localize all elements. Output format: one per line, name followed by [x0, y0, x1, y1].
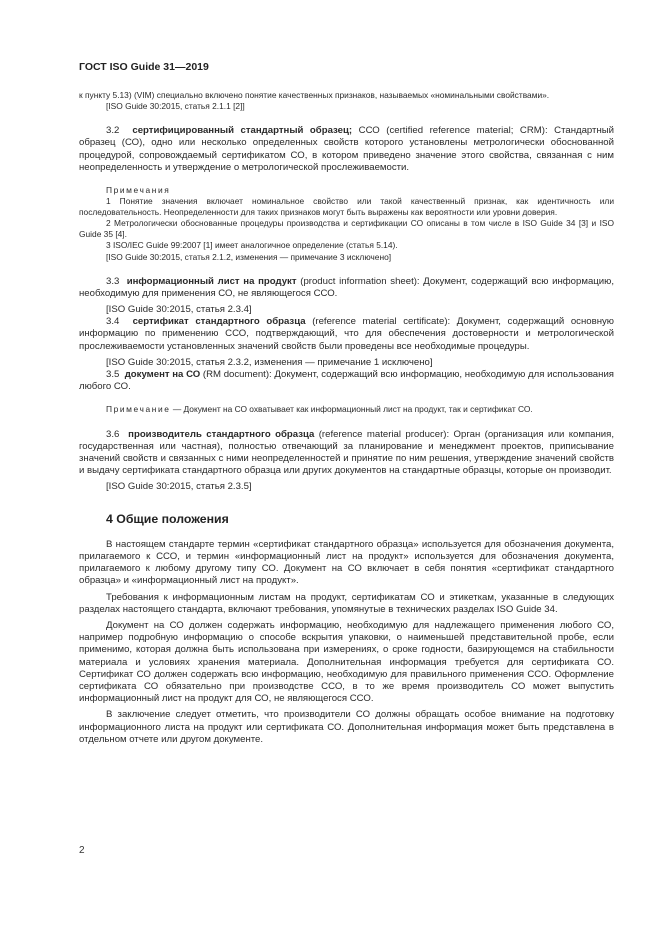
definition-number: 3.6 — [106, 428, 120, 440]
section-4-paragraph-1: В настоящем стандарте термин «сертификат стандартного образца» используется для обозначения документа, прилагаемого к ССО, и термин «информационный лист на продукт» используется для обозначения документа, прилагаемого к любому другому типу СО. Документ на СО включает в себя понятия «сертификат стандартного образца» и «информационный лист на продукт». — [79, 538, 614, 587]
reference-citation: [ISO Guide 30:2015, статья 2.1.1 [2]] — [106, 101, 245, 112]
note-label: Примечание — [106, 404, 171, 415]
note-2: 2 Метрологически обоснованные процедуры производства и сертификации СО описаны в том числе в ISO Guide 34 [3] и ISO Guide 35 [4]. — [79, 218, 614, 240]
definition-number: 3.3 — [106, 275, 120, 287]
note-3-5 — [79, 404, 614, 415]
definition-text: (product information sheet): Документ, содержащий всю информацию, необходимую для применения СО, не являющегося ССО. — [79, 275, 614, 299]
definition-term: сертификат стандартного образца — [132, 316, 306, 328]
definition-3-5 — [79, 369, 614, 393]
definition-number: 3.5 — [106, 369, 120, 381]
reference-citation: [ISO Guide 30:2015, статья 2.3.2, изменения — примечание 1 исключено] — [106, 356, 433, 368]
reference-citation: [ISO Guide 30:2015, статья 2.1.2, изменения — примечание 3 исключено] — [106, 251, 392, 262]
definition-3-6 — [79, 429, 614, 478]
reference-citation: [ISO Guide 30:2015, статья 2.3.4] — [106, 304, 252, 316]
note-text: — Документ на СО охватывает как информационный лист на продукт, так и сертификат СО. — [172, 404, 533, 415]
document-header: ГОСТ ISO Guide 31—2019 — [79, 61, 209, 73]
definition-text: (reference material certificate): Документ, содержащий основную информацию по применению ССО, подтверждающий, что для обеспечения достоверности и метрологической прослеживаемости установленных значений свойств были проведены все необходимые процедуры. — [79, 316, 614, 352]
note-3: 3 ISO/IEC Guide 99:2007 [1] имеет аналогичное определение (статья 5.14). — [106, 240, 398, 251]
page-number: 2 — [79, 845, 85, 856]
definition-number: 3.4 — [106, 316, 120, 328]
section-4-paragraph-4: В заключение следует отметить, что производители СО должны обращать особое внимание на подготовку информационного листа на продукт или сертификата СО. Дополнительная информация может быть представлена в отдельном отчете или другом документе. — [79, 709, 614, 745]
reference-citation: [ISO Guide 30:2015, статья 2.3.5] — [106, 481, 252, 493]
note-1: 1 Понятие значения включает номинальное свойство или такой качественный признак, как идентичность или последовательность. Неопределенности для таких признаков могут быть выражены как вероятности или уровни доверия. — [79, 196, 614, 218]
definition-term: информационный лист на продукт — [126, 275, 297, 287]
notes-heading: Примечания — [106, 185, 171, 195]
definition-3-4 — [79, 316, 614, 353]
definition-term: документ на СО — [124, 369, 201, 381]
definition-3-3 — [79, 276, 614, 300]
definition-term: производитель стандартного образца — [128, 428, 315, 440]
section-4-heading: 4 Общие положения — [106, 511, 229, 526]
document-body — [79, 90, 614, 746]
definition-number: 3.2 — [106, 125, 120, 137]
definition-text: (RM document): Документ, содержащий всю информацию, необходимую для использования любого СО. — [79, 369, 614, 393]
continued-note-text: к пункту 5.13) (VIM) специально включено понятие качественных признаков, называемых «номинальными свойствами». — [79, 90, 550, 100]
definition-text: (reference material producer): Орган (организация или компания, государственная или частная), полностью отвечающий за планирование и менеджмент проектов, приписывание значений свойств и связанных с ними неопределенностей и принятие по ним решения, утверждение значений свойств и выдачу сертификата стандартного образца или других документов на стандартные образцы, которые он производит. — [79, 428, 614, 477]
definition-term: сертифицированный стандартный образец; — [132, 125, 353, 137]
section-4-paragraph-3: Документ на СО должен содержать информацию, необходимую для надлежащего применения любого СО, например подробную информацию о способе вскрытия упаковки, о наименьшей представительной пробе, если применимо, которая должна быть использована при измерениях, о сроке годности, базирующемся на стабильности материала и условиях хранения материала. Дополнительная информация требуется для сертификата СО. Сертификат СО должен содержать всю информацию, необходимую для правильного применения ССО. Оформление сертификата СО обязательно при производстве ССО, в то же время производитель СО может выпустить информационный лист на продукт для СО, не являющегося ССО. — [79, 620, 614, 705]
definition-3-2 — [79, 125, 614, 174]
definition-text: ССО (certified reference material; CRM): Стандартный образец (СО), одно или несколько определенных свойств которого установлены метрологически обоснованной процедурой, сопровождаемый сертификатом СО, в котором приведено значение этого свойства, связанная с ним неопределенность и утверждение о метрологической прослеживаемости. — [79, 125, 614, 173]
section-4-paragraph-2: Требования к информационным листам на продукт, сертификатам СО и этикеткам, указанные в следующих разделах настоящего стандарта, включают требования, упомянутые в технических разделах ISO Guide 34. — [79, 591, 614, 615]
